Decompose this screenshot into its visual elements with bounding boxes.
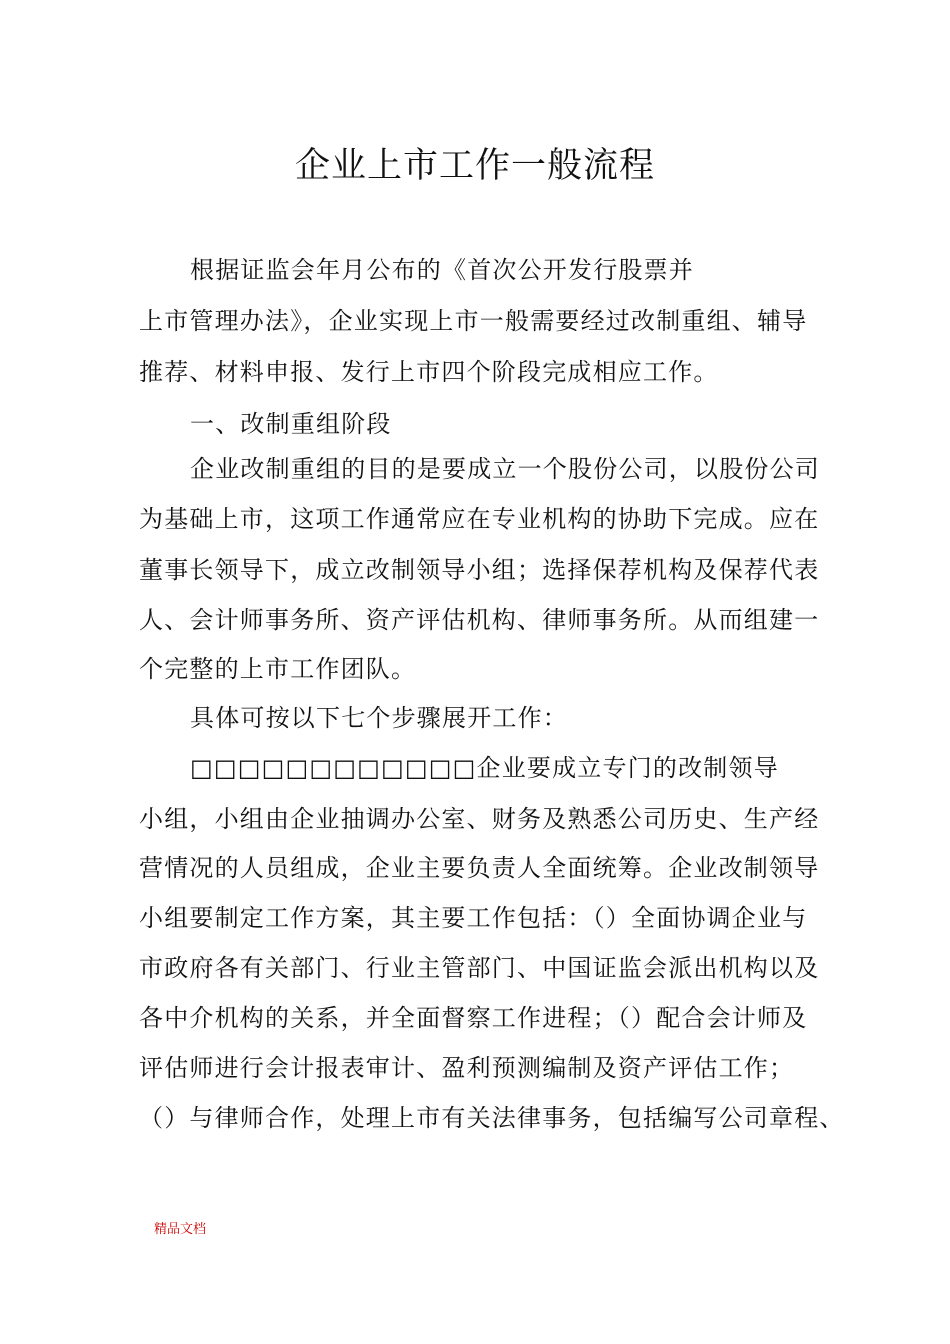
paragraph-line-18: （）与律师合作，处理上市有关法律事务，包括编写公司章程、 bbox=[139, 1104, 845, 1132]
paragraph-line-5: 企业改制重组的目的是要成立一个股份公司，以股份公司 bbox=[190, 455, 820, 483]
paragraph-line-15: 市政府各有关部门、行业主管部门、中国证监会派出机构以及 bbox=[139, 954, 820, 982]
paragraph-line-10: 具体可按以下七个步骤展开工作： bbox=[190, 704, 568, 732]
footer-watermark: 精品文档 bbox=[154, 1222, 207, 1237]
paragraph-line-14: 小组要制定工作方案，其主要工作包括：（）全面协调企业与 bbox=[139, 904, 808, 932]
paragraph-line-17: 评估师进行会计报表审计、盈利预测编制及资产评估工作； bbox=[139, 1054, 795, 1082]
paragraph-line-7: 董事长领导下，成立改制领导小组；选择保荐机构及保荐代表 bbox=[139, 556, 820, 584]
paragraph-line-16: 各中介机构的关系，并全面督察工作进程；（）配合会计师及 bbox=[139, 1004, 808, 1032]
paragraph-line-9: 个完整的上市工作团队。 bbox=[139, 655, 417, 683]
section-heading: 一、改制重组阶段 bbox=[190, 410, 392, 438]
paragraph-line-1: 根据证监会年月公布的《首次公开发行股票并 bbox=[190, 256, 694, 284]
paragraph-line-2: 上市管理办法》，企业实现上市一般需要经过改制重组、辅导 bbox=[139, 307, 808, 335]
paragraph-line-6: 为基础上市，这项工作通常应在专业机构的协助下完成。应在 bbox=[139, 505, 820, 533]
paragraph-line-13: 营情况的人员组成，企业主要负责人全面统筹。企业改制领导 bbox=[139, 854, 820, 882]
paragraph-line-12: 小组，小组由企业抽调办公室、财务及熟悉公司历史、生产经 bbox=[139, 805, 820, 833]
paragraph-line-3: 推荐、材料申报、发行上市四个阶段完成相应工作。 bbox=[139, 358, 719, 386]
paragraph-line-11: □□□□□□□□□□□□企业要成立专门的改制领导 bbox=[190, 754, 779, 782]
paragraph-line-8: 人、会计师事务所、资产评估机构、律师事务所。从而组建一 bbox=[139, 606, 820, 634]
document-title: 企业上市工作一般流程 bbox=[294, 146, 655, 186]
